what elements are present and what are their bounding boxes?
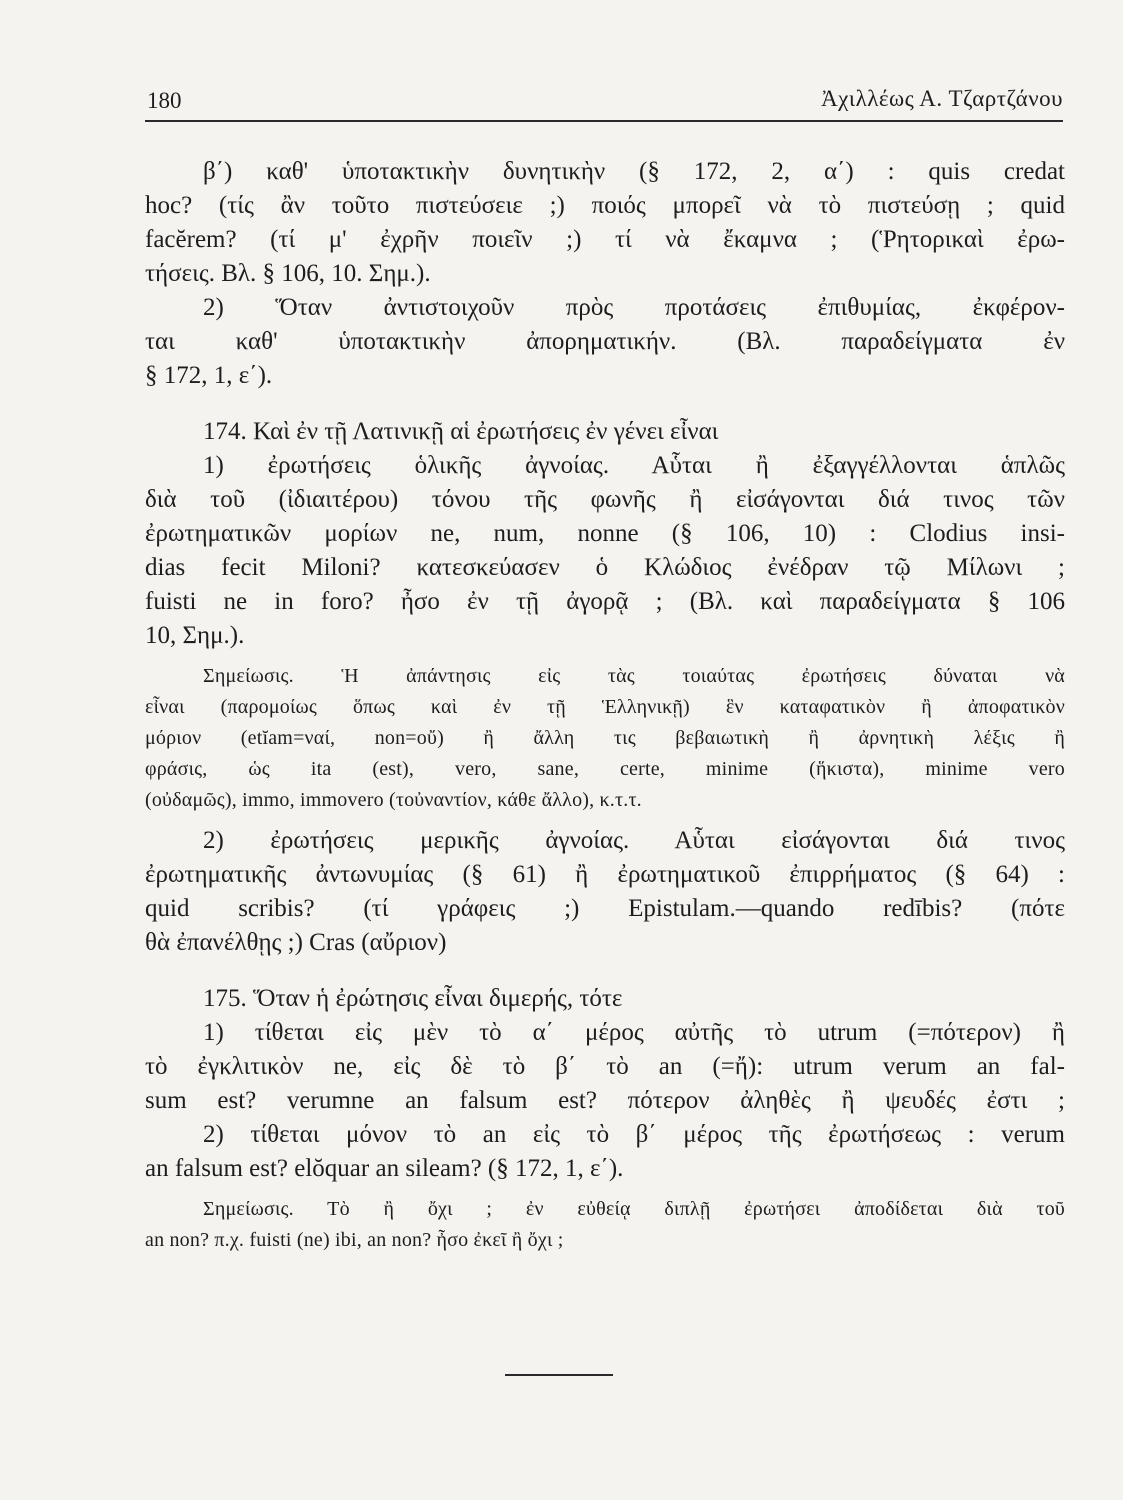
text-line: fuisti ne in foro? ἦσο ἐν τῇ ἀγορᾷ ; (Βλ. καὶ παραδείγματα § 106 xyxy=(145,588,1065,615)
note-answers xyxy=(145,661,1065,816)
page-header xyxy=(145,86,1063,122)
text-line: ἐρωτηματικῆς ἀντωνυμίας (§ 61) ἢ ἐρωτηματικοῦ ἐπιρρήματος (§ 64) : xyxy=(145,861,1065,888)
text-line: ἐρωτηματικῶν μορίων ne, num, nonne (§ 106, 10) : Clodius insi- xyxy=(145,520,1065,547)
text-line: 1) ἐρωτήσεις ὁλικῆς ἀγνοίας. Αὗται ἢ ἐξαγγέλλονται ἁπλῶς xyxy=(203,452,1065,479)
paragraph-desire-clauses xyxy=(145,291,1065,393)
text-line: 10, Σημ.). xyxy=(145,622,245,649)
page-number: 180 xyxy=(147,88,182,113)
text-line: τὸ ἐγκλιτικὸν ne, εἰς δὲ τὸ β΄ τὸ an (=ἤ): utrum verum an fal- xyxy=(145,1053,1065,1080)
section-175-heading: 175. Ὅταν ἡ ἐρώτησις εἶναι διμερής, τότε xyxy=(203,985,623,1012)
note-line: μόριον (etĭam=ναί, non=οὔ) ἢ ἄλλη τις βεβαιωτικὴ ἢ ἀρνητικὴ λέξις ἢ xyxy=(145,727,1065,749)
section-174-heading: 174. Καὶ ἐν τῇ Λατινικῇ αἱ ἐρωτήσεις ἐν γένει εἶναι xyxy=(203,418,719,445)
note-line: an non? π.χ. fuisti (ne) ibi, an non? ἦσο ἐκεῖ ἢ ὄχι ; xyxy=(145,1229,564,1251)
body-text xyxy=(145,155,1065,1256)
paragraph-beta-subjunctive xyxy=(145,155,1065,291)
text-line: sum est? verumne an falsum est? πότερον ἀληθὲς ἢ ψευδές ἐστι ; xyxy=(145,1087,1065,1114)
note-line: εἶναι (παρομοίως ὅπως καὶ ἐν τῇ Ἑλληνικῇ) ἓν καταφατικὸν ἢ ἀποφατικὸν xyxy=(145,696,1065,718)
text-line: θὰ ἐπανέλθῃς ;) Cras (αὔριον) xyxy=(145,929,447,956)
text-line: 1) τίθεται εἰς μὲν τὸ α΄ μέρος αὐτῆς τὸ utrum (=πότερον) ἢ xyxy=(203,1019,1065,1046)
text-line: τήσεις. Βλ. § 106, 10. Σημ.). xyxy=(145,260,431,287)
text-line: § 172, 1, ε΄). xyxy=(145,362,273,389)
text-line: dias fecit Miloni? κατεσκεύασεν ὁ Κλώδιος ἐνέδραν τῷ Μίλωνι ; xyxy=(145,554,1065,581)
text-line: 2) ἐρωτήσεις μερικῆς ἀγνοίας. Αὗται εἰσάγονται διά τινος xyxy=(203,827,1065,854)
text-line: β΄) καθ' ὑποτακτικὴν δυνητικὴν (§ 172, 2, α΄) : quis credat xyxy=(203,158,1065,185)
paragraph-partial-ignorance xyxy=(145,824,1065,960)
text-line: hoc? (τίς ἂν τοῦτο πιστεύσειε ;) ποιός μπορεῖ νὰ τὸ πιστεύσῃ ; quid xyxy=(145,192,1065,219)
note-or-not xyxy=(145,1194,1065,1256)
note-line: Σημείωσις. Ἡ ἀπάντησις εἰς τὰς τοιαύτας ἐρωτήσεις δύναται νὰ xyxy=(203,665,1065,687)
running-head: Ἀχιλλέως Α. Τζαρτζάνου xyxy=(821,86,1063,111)
text-line: 2) Ὅταν ἀντιστοιχοῦν πρὸς προτάσεις ἐπιθυμίας, ἐκφέρον- xyxy=(203,294,1065,321)
text-line: διὰ τοῦ (ἰδιαιτέρου) τόνου τῆς φωνῆς ἢ εἰσάγονται διά τινος τῶν xyxy=(145,486,1065,513)
text-line: 2) τίθεται μόνον τὸ an εἰς τὸ β΄ μέρος τῆς ἐρωτήσεως : verum xyxy=(203,1121,1065,1148)
section-175 xyxy=(145,982,1065,1186)
section-174 xyxy=(145,415,1065,653)
text-line: quid scribis? (τί γράφεις ;) Epistulam.—quando redībis? (πότε xyxy=(145,895,1065,922)
text-line: ται καθ' ὑποτακτικὴν ἀπορηματικήν. (Βλ. παραδείγματα ἐν xyxy=(145,328,1065,355)
note-line: φράσις, ὡς ita (est), vero, sane, certe, minime (ἥκιστα), minime vero xyxy=(145,758,1065,780)
text-line: an falsum est? elŏquar an sileam? (§ 172, 1, ε΄). xyxy=(145,1155,624,1182)
note-line: Σημείωσις. Τὸ ἢ ὄχι ; ἐν εὐθείᾳ διπλῇ ἐρωτήσει ἀποδίδεται διὰ τοῦ xyxy=(203,1198,1065,1220)
note-line: (οὐδαμῶς), immo, immovero (τοὐναντίον, κάθε ἄλλο), κ.τ.τ. xyxy=(145,789,642,811)
end-rule xyxy=(505,1374,613,1376)
text-line: facĕrem? (τί μ' ἐχρῆν ποιεῖν ;) τί νὰ ἔκαμνα ; (Ῥητορικαὶ ἐρω- xyxy=(145,226,1065,253)
